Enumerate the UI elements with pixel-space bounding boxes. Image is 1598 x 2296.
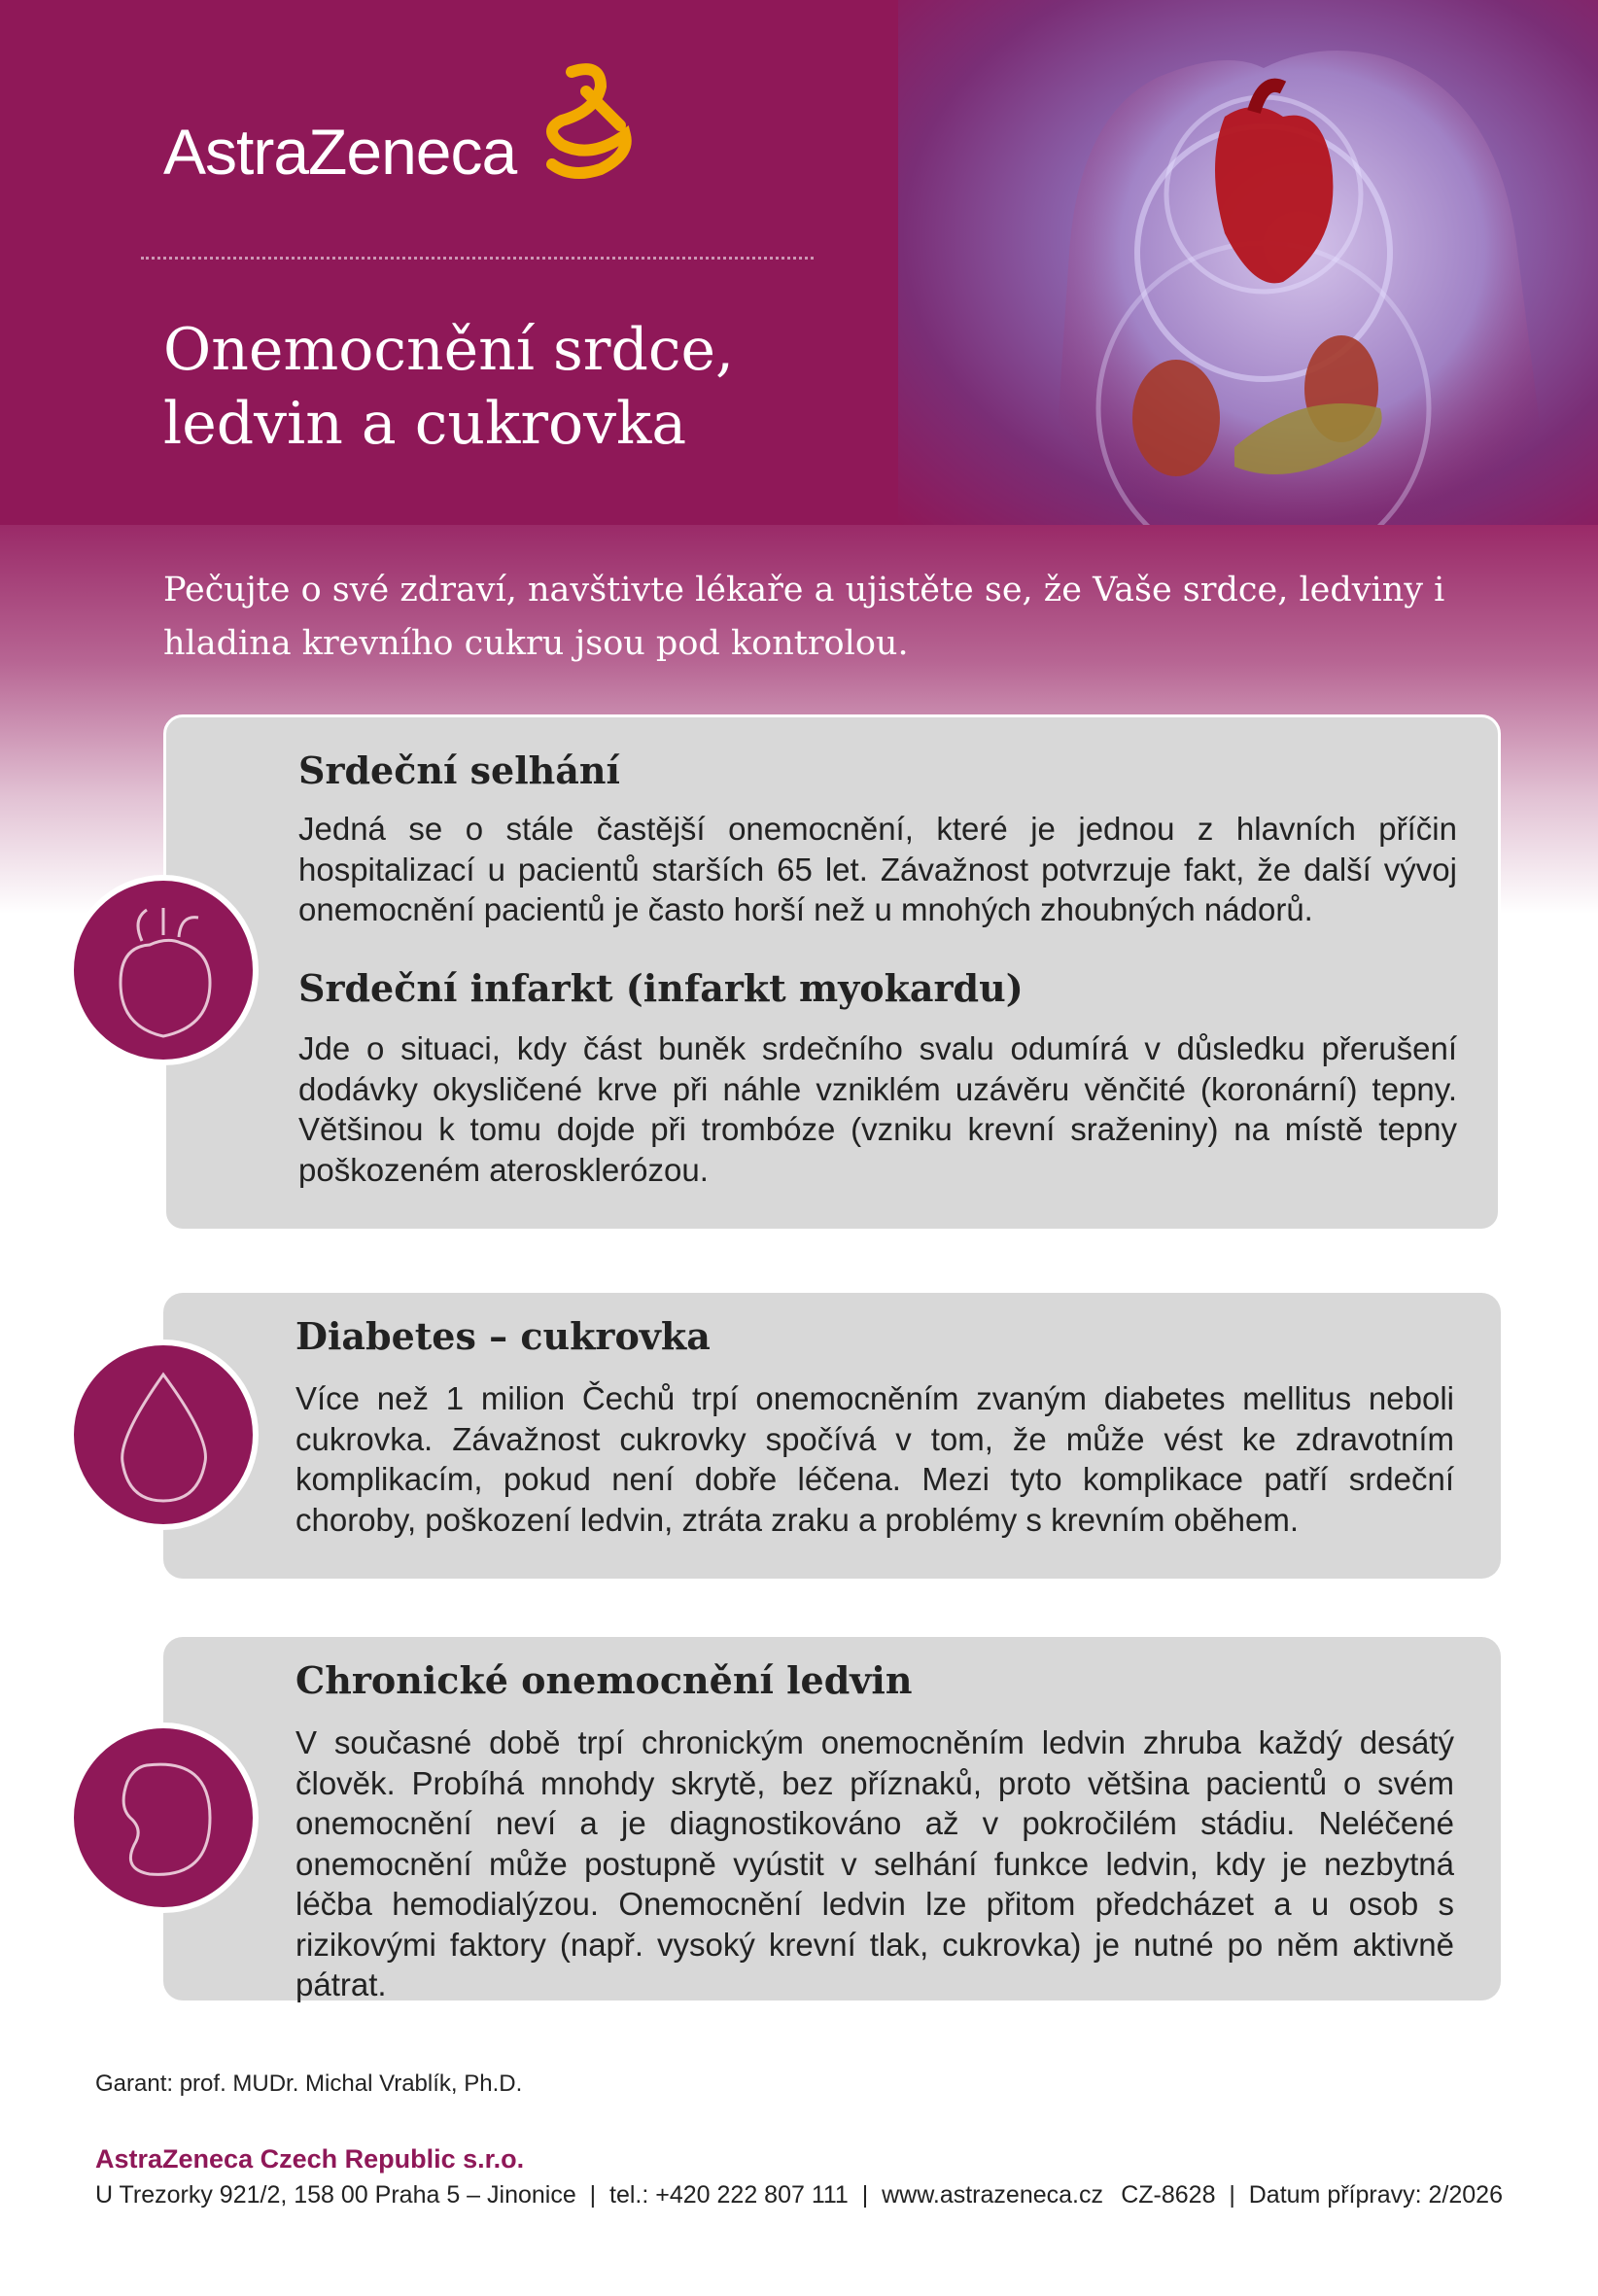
heading-heart-failure: Srdeční selhání [298, 748, 620, 792]
garant-text: Garant: prof. MUDr. Michal Vrablík, Ph.D. [95, 2070, 523, 2097]
document-code: CZ-8628 | Datum přípravy: 2/2026 [1121, 2181, 1503, 2209]
company-logo-text: AstraZeneca [163, 116, 517, 188]
text-heart-attack: Jde o situaci, kdy část buněk srdečního svalu odumírá v důsledku přerušení dodávky okysličené krve při náhle vzniklém uzávěru věnčité (koronární) tepny. Většinou k tomu dojde při trombóze (vzniku krevní sraženiny) na místě tepny poškozeném aterosklerózou. [298, 1030, 1457, 1188]
heading-heart-attack: Srdeční infarkt (infarkt myokardu) [298, 966, 1024, 1010]
kidney-icon-badge [68, 1722, 259, 1913]
text-diabetes: Více než 1 milion Čechů trpí onemocněním zvaným diabetes mellitus neboli cukrovka. Závažnost cukrovky spočívá v tom, že může vést ke zdravotním komplikacím, pokud není dobře léčena. Mezi tyto komplikace patří srdeční choroby, poškození ledvin, ztráta zraku a problémy s krevním oběhem. [295, 1380, 1454, 1538]
intro-text: Pečujte o své zdraví, navštivte lékaře a ujistěte se, že Vaše srdce, ledviny i hladina krevního cukru jsou pod kontrolou. [163, 571, 1445, 663]
heading-diabetes: Diabetes – cukrovka [295, 1314, 711, 1358]
dotted-divider [141, 257, 814, 260]
astrazeneca-logo-icon [533, 62, 640, 189]
company-address: U Trezorky 921/2, 158 00 Praha 5 – Jinonice | tel.: +420 222 807 111 | www.astrazeneca.cz [95, 2181, 1103, 2209]
card-kidney [163, 1637, 1501, 2000]
page-title [163, 313, 844, 461]
company-name: AstraZeneca Czech Republic s.r.o. [95, 2144, 525, 2174]
card-heart [163, 714, 1501, 1232]
drop-icon [74, 1345, 253, 1524]
heading-kidney: Chronické onemocnění ledvin [295, 1658, 913, 1702]
heart-icon [74, 881, 253, 1060]
human-organs-illustration [933, 0, 1598, 544]
kidney-icon [74, 1728, 253, 1907]
heart-icon-badge [68, 875, 259, 1065]
text-heart-failure: Jedná se o stále častější onemocnění, které je jednou z hlavních příčin hospitalizací u pacientů starších 65 let. Závažnost potvrzuje fakt, že další vývoj onemocnění pacientů je často horší než u mnohých zhoubných nádorů. [298, 811, 1457, 927]
text-kidney: V současné době trpí chronickým onemocněním ledvin zhruba každý desátý člověk. Probíhá mnohdy skrytě, bez příznaků, proto většina pacientů o svém onemocnění neví a je diagnostikováno až v pokročilém stádiu. Neléčené onemocnění může postupně vyústit v selhání funkce ledvin, kdy je nezbytná léčba hemodialýzou. Onemocnění ledvin lze přitom předcházet a u osob s rizikovými faktory (např. vysoký krevní tlak, cukrovka) je nutné po něm aktivně pátrat. [295, 1724, 1454, 2002]
title-line-1: Onemocnění srdce, [163, 316, 735, 384]
drop-icon-badge [68, 1339, 259, 1530]
card-diabetes [163, 1293, 1501, 1579]
title-line-2: ledvin a cukrovka [163, 390, 687, 458]
